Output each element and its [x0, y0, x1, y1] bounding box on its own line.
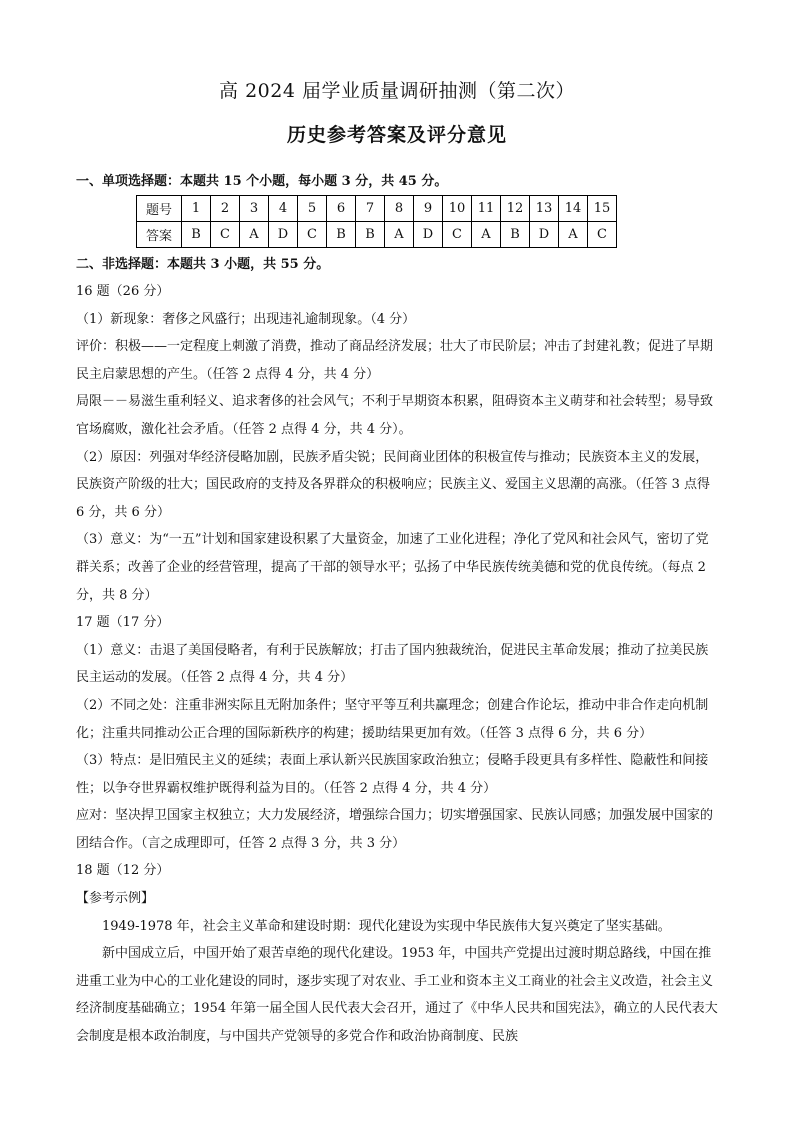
table-cell-answer: A — [385, 222, 414, 248]
table-cell-number: 12 — [501, 196, 530, 222]
q18-paragraph-2: 新中国成立后，中国开始了艰苦卓绝的现代化建设。1953 年，中国共产党提出过渡时期总路线，中国在推进重工业为中心的工业化建设的同时，逐步实现了对农业、手工业和资本主义工商业的社会主义改造，社会主义经济制度基础确立；1954 年第一届全国人民代表大会召开，通过了《中华人民共和国宪法》，确立的人民代表大会制度是根本政治制度，与中国共产党领导的多党合作和政治协商制度、民族 — [76, 946, 718, 1045]
q16-part3: （3）意义：为“一五”计划和国家建设积累了大量资金，加速了工业化进程；净化了党风和社会风气，密切了党群关系；改善了企业的经营管理，提高了干部的领导水平；弘扬了中华民族传统美德和党的优良传统。（每点 2 分，共 8 分） — [76, 532, 709, 603]
q17-part2: （2）不同之处：注重非洲实际且无附加条件；坚守平等互利共赢理念；创建合作论坛，推动中非合作走向机制化；注重共同推动公正合理的国际新秩序的构建；援助结果更加有效。（任答 3 点得 6 分，共 6 分） — [76, 697, 709, 741]
table-cell-answer: B — [356, 222, 385, 248]
table-cell-number: 13 — [530, 196, 559, 222]
table-cell-number: 2 — [211, 196, 240, 222]
q18-paragraph-1: 1949-1978 年，社会主义革命和建设时期：现代化建设为实现中华民族伟大复兴奠定了坚实基础。 — [102, 918, 671, 934]
q16-part2: （2）原因：列强对华经济侵略加剧，民族矛盾尖锐；民间商业团体的积极宣传与推动；民族资本主义的发展，民族资产阶级的壮大；国民政府的支持及各界群众的积极响应；民族主义、爱国主义思潮的高涨。（任答 3 点得 6 分，共 6 分） — [76, 449, 711, 520]
table-cell-answer: D — [414, 222, 443, 248]
table-cell-answer: A — [559, 222, 588, 248]
table-cell-number: 3 — [240, 196, 269, 222]
table-cell-number: 1 — [182, 196, 211, 222]
q16-part1: （1）新现象：奢侈之风盛行；出现违礼逾制现象。（4 分） — [76, 311, 416, 327]
table-cell-number: 11 — [472, 196, 501, 222]
table-cell-answer: D — [530, 222, 559, 248]
table-cell-answer: B — [327, 222, 356, 248]
table-cell-number: 7 — [356, 196, 385, 222]
table-cell-answer: D — [269, 222, 298, 248]
table-header-answer: 答案 — [137, 222, 182, 248]
q17-response: 应对：坚决捍卫国家主权独立；大力发展经济，增强综合国力；切实增强国家、民族认同感；加强发展中国家的团结合作。（言之成理即可，任答 2 点得 3 分，共 3 分） — [76, 808, 714, 851]
section-2-heading: 二、非选择题：本题共 3 小题，共 55 分。 — [76, 257, 330, 272]
q17-part1: （1）意义：击退了美国侵略者，有利于民族解放；打击了国内独裁统治，促进民主革命发展；推动了拉美民族民主运动的发展。（任答 2 点得 4 分，共 4 分） — [76, 642, 709, 686]
table-cell-number: 9 — [414, 196, 443, 222]
question-16-heading: 16 题（26 分） — [76, 284, 170, 299]
table-cell-answer: B — [182, 222, 211, 248]
q16-limitation: 局限－－易滋生重利轻义、追求奢侈的社会风气；不利于早期资本积累，阻碍资本主义萌芽和社会转型；易导致官场腐败，激化社会矛盾。（任答 2 点得 4 分，共 4 分）。 — [76, 394, 714, 437]
answer-body — [76, 278, 718, 1051]
q18-reference-example: 【参考示例】 — [76, 891, 155, 907]
table-cell-number: 10 — [443, 196, 472, 222]
table-cell-number: 5 — [298, 196, 327, 222]
table-cell-answer: A — [240, 222, 269, 248]
question-18-heading: 18 题（12 分） — [76, 863, 170, 879]
document-title: 高 2024 届学业质量调研抽测（第二次） — [219, 80, 575, 102]
table-cell-answer: B — [501, 222, 530, 248]
table-row-answers — [137, 222, 617, 248]
section-1-heading: 一、单项选择题：本题共 15 个小题，每小题 3 分，共 45 分。 — [76, 174, 448, 189]
table-cell-answer: C — [443, 222, 472, 248]
table-cell-answer: C — [211, 222, 240, 248]
table-cell-number: 8 — [385, 196, 414, 222]
q16-evaluation: 评价：积极——一定程度上刺激了消费，推动了商品经济发展；壮大了市民阶层；冲击了封建礼教；促进了早期民主启蒙思想的产生。（任答 2 点得 4 分，共 4 分） — [76, 339, 714, 382]
table-header-question-number: 题号 — [137, 196, 182, 222]
q17-part3: （3）特点：是旧殖民主义的延续；表面上承认新兴民族国家政治独立；侵略手段更具有多样性、隐蔽性和间接性；以争夺世界霸权维护既得利益为目的。（任答 2 点得 4 分，共 4 分） — [76, 753, 709, 796]
table-cell-answer: C — [588, 222, 617, 248]
table-cell-answer: C — [298, 222, 327, 248]
table-cell-number: 4 — [269, 196, 298, 222]
document-subtitle: 历史参考答案及评分意见 — [286, 124, 507, 146]
table-cell-number: 6 — [327, 196, 356, 222]
table-cell-number: 14 — [559, 196, 588, 222]
table-cell-answer: A — [472, 222, 501, 248]
answer-key-table — [136, 195, 617, 248]
question-17-heading: 17 题（17 分） — [76, 615, 170, 631]
table-cell-number: 15 — [588, 196, 617, 222]
table-row-numbers — [137, 196, 617, 222]
